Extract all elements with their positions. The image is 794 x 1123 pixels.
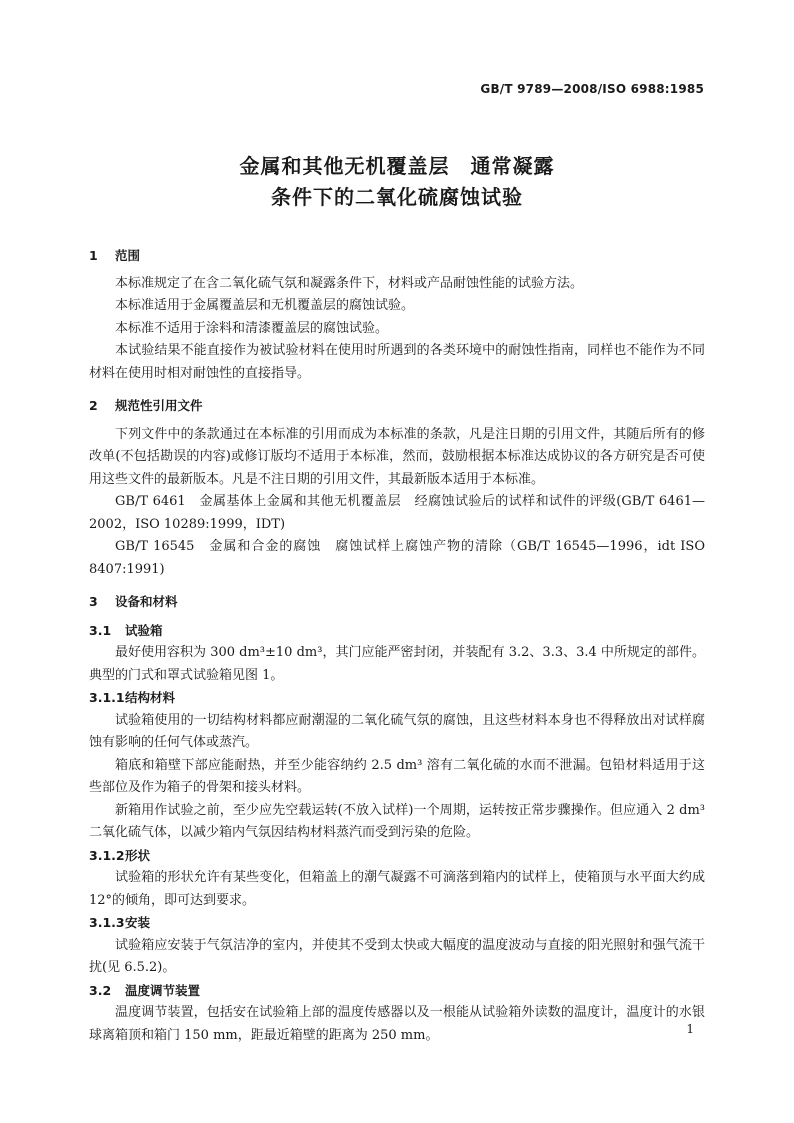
section-title: 形状	[125, 847, 151, 863]
section-number: 3.1	[89, 622, 112, 638]
paragraph: 本试验结果不能直接作为被试验材料在使用时所遇到的各类环境中的耐蚀性指南，同样也不能作为不同材料在使用时相对耐蚀性的直接指导。	[89, 343, 705, 381]
section-number: 1	[89, 248, 98, 263]
section-title: 安装	[125, 915, 151, 930]
section-number: 3.2	[89, 982, 112, 998]
document-body	[89, 245, 705, 1047]
standard-number: GB/T 9789—2008/ISO 6988:1985	[480, 82, 704, 96]
paragraph: 新箱用作试验之前，至少应先空载运转(不放入试样)一个周期，运转按正常步骤操作。但应通入 2 dm³ 二氧化硫气体，以减少箱内气氛因结构材料蒸汽而受到污染的危险。	[89, 802, 705, 840]
paragraph: 试验箱应安装于气氛洁净的室内，并使其不受到太快或大幅度的温度波动与直接的阳光照射和强气流干扰(见 6.5.2)。	[89, 937, 705, 975]
section-number: 2	[89, 398, 98, 413]
reference-gbt-16545: GB/T 16545 金属和合金的腐蚀 腐蚀试样上腐蚀产物的清除（GB/T 16545—1996，idt ISO 8407:1991)	[89, 539, 705, 577]
section-heading-3-1-1	[89, 687, 705, 710]
section-heading-3-1-3	[89, 912, 705, 935]
document-title-line-1: 金属和其他无机覆盖层 通常凝露	[239, 154, 555, 178]
paragraph: 本标准适用于金属覆盖层和无机覆盖层的腐蚀试验。	[115, 298, 415, 313]
section-title: 设备和材料	[115, 594, 178, 609]
paragraph: 本标准规定了在含二氧化硫气氛和凝露条件下，材料或产品耐蚀性能的试验方法。	[115, 275, 584, 291]
section-heading-3-2	[89, 980, 705, 1003]
section-heading-2	[89, 395, 705, 418]
section-title: 范围	[115, 248, 141, 263]
page-number: 1	[686, 1022, 694, 1036]
paragraph: 试验箱的形状允许有某些变化，但箱盖上的潮气凝露不可滴落到箱内的试样上，使箱顶与水平面大约成 12°的倾角，即可达到要求。	[89, 870, 705, 908]
section-number: 3.1.3	[89, 915, 125, 930]
section-heading-1	[89, 245, 705, 268]
section-title: 温度调节装置	[125, 982, 201, 998]
section-heading-3	[89, 591, 705, 614]
paragraph: 温度调节装置，包括安在试验箱上部的温度传感器以及一根能从试验箱外读数的温度计，温度计的水银球离箱顶和箱门 150 mm，距最近箱壁的距离为 250 mm。	[89, 1005, 705, 1043]
paragraph: 试验箱使用的一切结构材料都应耐潮湿的二氧化硫气氛的腐蚀，且这些材料本身也不得释放出对试样腐蚀有影响的任何气体或蒸汽。	[89, 712, 705, 750]
document-title-line-2: 条件下的二氧化硫腐蚀试验	[271, 185, 523, 209]
section-title: 试验箱	[125, 622, 163, 638]
reference-gbt-6461: GB/T 6461 金属基体上金属和其他无机覆盖层 经腐蚀试验后的试样和试件的评级(GB/T 6461—2002，ISO 10289:1999，IDT)	[89, 494, 705, 532]
section-heading-3-1-2	[89, 845, 705, 868]
section-title: 规范性引用文件	[115, 398, 203, 413]
paragraph: 本标准不适用于涂料和清漆覆盖层的腐蚀试验。	[115, 320, 389, 336]
paragraph: 箱底和箱壁下部应能耐热，并至少能容纳约 2.5 dm³ 溶有二氧化硫的水而不泄漏。包铅材料适用于这些部位及作为箱子的骨架和接头材料。	[89, 757, 705, 795]
section-number: 3.1.2	[89, 847, 125, 863]
section-title: 结构材料	[125, 690, 176, 705]
paragraph: 下列文件中的条款通过在本标准的引用而成为本标准的条款，凡是注日期的引用文件，其随后所有的修改单(不包括勘误的内容)或修订版均不适用于本标准，然而，鼓励根据本标准达成协议的各方研究是否可使用这些文件的最新版本。凡是不注日期的引用文件，其最新版本适用于本标准。	[89, 426, 705, 487]
section-number: 3	[89, 594, 98, 609]
section-heading-3-1	[89, 620, 705, 643]
paragraph: 最好使用容积为 300 dm³±10 dm³，其门应能严密封闭，并装配有 3.2、3.3、3.4 中所规定的部件。典型的门式和罩式试验箱见图 1。	[89, 645, 705, 683]
section-number: 3.1.1	[89, 690, 125, 705]
